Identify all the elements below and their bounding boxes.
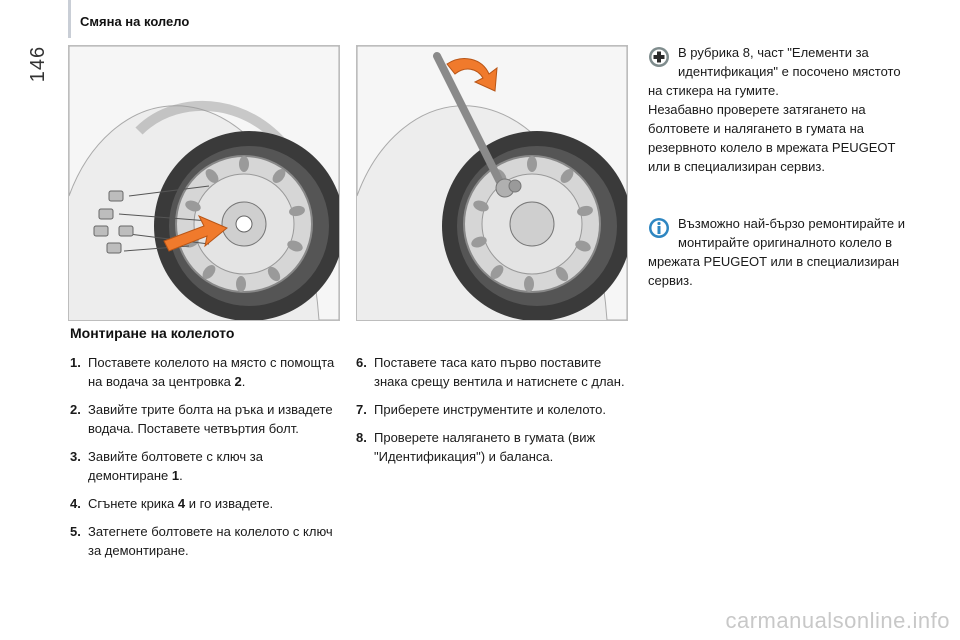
step-item xyxy=(70,400,345,438)
wheel-mounting-illustration xyxy=(68,45,340,321)
note-plus xyxy=(648,43,918,176)
step-number: 5. xyxy=(70,524,81,539)
step-number: 3. xyxy=(70,449,81,464)
step-text: Поставете таса като първо поставите знака срещу вентила и натиснете с длан. xyxy=(374,355,625,389)
note1-intro: В рубрика 8, част "Елементи за идентификация" е посочено мястото на стикера на гумите. xyxy=(648,45,901,98)
info-icon xyxy=(648,217,670,239)
step-text: Сгънете крика 4 и го извадете. xyxy=(88,496,274,511)
step-number: 6. xyxy=(356,355,367,370)
header-side-bar xyxy=(68,0,71,38)
step-text: Завийте трите болта на ръка и извадете водача. Поставете четвъртия болт. xyxy=(88,402,333,436)
step-text: Затегнете болтовете на колелото с ключ за демонтиране. xyxy=(88,524,333,558)
note2-text: Възможно най-бързо ремонтирайте и монтирайте оригиналното колело в мрежата PEUGEOT или в специализиран сервиз. xyxy=(648,216,906,288)
step-text: Завийте болтовете с ключ за демонтиране 1. xyxy=(88,449,263,483)
step-item xyxy=(356,400,636,419)
step-text: Проверете налягането в гумата (виж "Идентификация") и баланса. xyxy=(374,430,596,464)
watermark: carmanualsonline.info xyxy=(725,608,950,633)
wheel-bolt-tightening-illustration xyxy=(356,45,628,321)
wheel-mounting-svg xyxy=(69,46,339,320)
note-info xyxy=(648,214,918,290)
step-number: 2. xyxy=(70,402,81,417)
step-item xyxy=(70,494,345,513)
step-number: 8. xyxy=(356,430,367,445)
steps-right-list xyxy=(356,353,636,475)
note1-body: Незабавно проверете затягането на болтовете и налягането в гумата на резервното колело в мрежата PEUGEOT или в специализиран сервиз. xyxy=(648,102,896,174)
step-item xyxy=(70,447,345,485)
step-text: Приберете инструментите и колелото. xyxy=(374,402,606,417)
plus-icon xyxy=(648,46,670,68)
step-text: Поставете колелото на място с помощта на водача за центровка 2. xyxy=(88,355,335,389)
steps-left-list xyxy=(70,353,345,569)
step-item xyxy=(356,428,636,466)
step-item xyxy=(356,353,636,391)
section-title: Монтиране на колелото xyxy=(70,325,235,341)
step-item xyxy=(70,353,345,391)
step-number: 4. xyxy=(70,496,81,511)
step-number: 1. xyxy=(70,355,81,370)
wheel-tightening-svg xyxy=(357,46,627,320)
header-title: Смяна на колело xyxy=(80,14,190,29)
step-number: 7. xyxy=(356,402,367,417)
step-item xyxy=(70,522,345,560)
page-number: 146 xyxy=(26,45,49,83)
